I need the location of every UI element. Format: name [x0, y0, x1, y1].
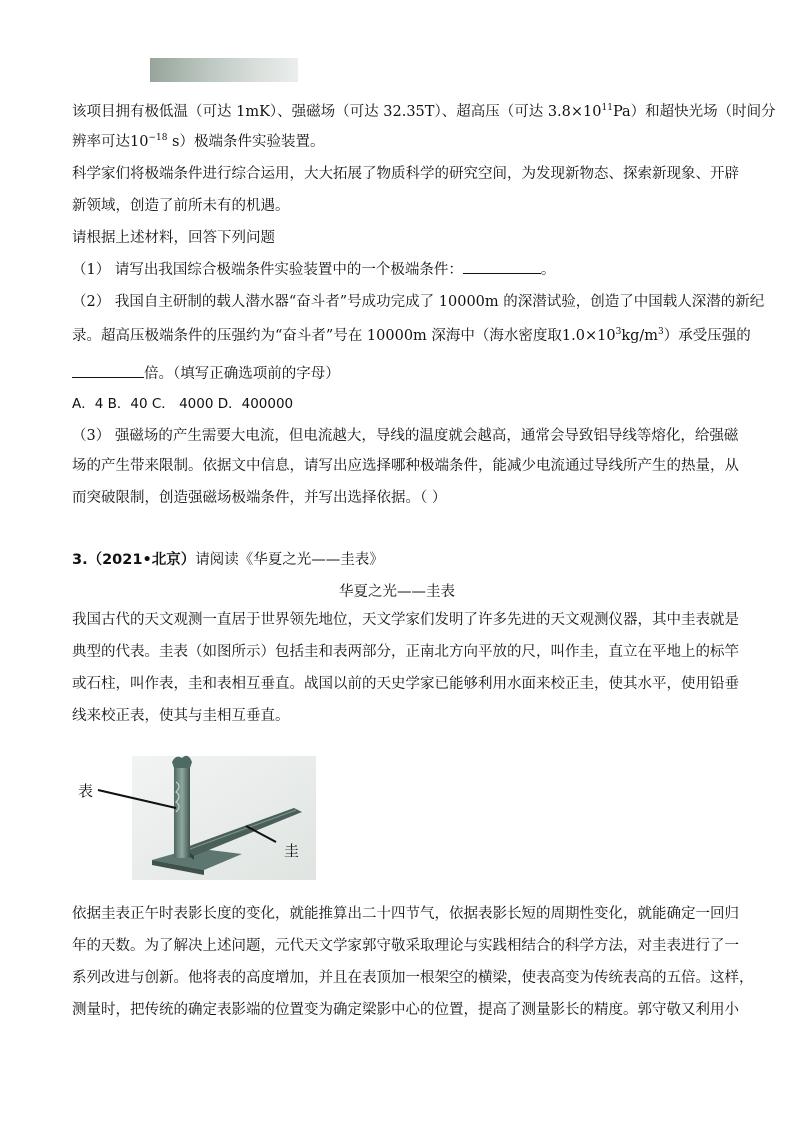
text: 辨率可达10: [72, 134, 149, 150]
question-number: 3.（2021•北京）: [72, 552, 196, 568]
question-2-line2: [72, 326, 751, 346]
top-image-fragment: [150, 58, 298, 82]
article-para2-line3: 系列改进与创新。他将表的高度增加，并且在表顶加一根架空的横梁，使表高变为传统表高的五倍。这样，: [72, 970, 754, 986]
question-1: [72, 258, 555, 280]
guibiao-illustration: [74, 752, 324, 882]
label-biao: 表: [78, 782, 94, 800]
question-2-line3: [72, 362, 340, 384]
question-2-options: A．4 B．40 C． 4000 D．400000: [72, 396, 294, 412]
article-para2-line2: 年的天数。为了解决上述问题，元代天文学家郭守敬采取理论与实践相结合的科学方法，对圭表进行了一: [72, 938, 739, 954]
label-gui: 圭: [284, 842, 300, 860]
text: s）极端条件实验装置。: [167, 134, 325, 150]
article-para1-line4: 线来校正表，使其与圭相互垂直。: [72, 708, 290, 724]
question-3-line2: 场的产生带来限制。依据文中信息，请写出应选择哪种极端条件，能减少电流通过导线所产生的热量，从: [72, 458, 739, 474]
para2-line1: 科学家们将极端条件进行综合运用，大大拓展了物质科学的研究空间，为发现新物态、探索新现象、开辟: [72, 166, 739, 182]
article-para2-line4: 测量时，把传统的确定表影端的位置变为确定梁影中心的位置，提高了测量影长的精度。郭守敬又利用小: [72, 1002, 739, 1018]
text: 。: [540, 262, 556, 278]
instruction: 请根据上述材料，回答下列问题: [72, 230, 275, 246]
para1-line1: [72, 102, 776, 122]
para1-line2: [72, 132, 325, 152]
superscript: −18: [148, 133, 168, 144]
question-1-text: （1） 请写出我国综合极端条件实验装置中的一个极端条件：: [72, 262, 463, 278]
text: 录。超高压极端条件的压强约为“奋斗者”号在 10000m 深海中（海水密度取1.0×10: [72, 328, 616, 344]
article-para1-line3: 或石柱，叫作表，圭和表相互垂直。战国以前的天史学家已能够利用水面来校正圭，使其水平，使用铅垂: [72, 676, 739, 692]
para2-line2: 新领域，创造了前所未有的机遇。: [72, 198, 290, 214]
text: kg/m: [621, 328, 659, 344]
section-3-header: [72, 550, 384, 570]
question-3-line3: 而突破限制，创造强磁场极端条件，并写出选择依据。（ ）: [72, 490, 447, 506]
superscript: 11: [601, 103, 613, 114]
answer-blank-1[interactable]: [463, 258, 541, 274]
question-3-line1: （3） 强磁场的产生需要大电流，但电流越大，导线的温度就会越高，通常会导致铝导线等熔化，给强磁: [72, 428, 739, 444]
article-title: 华夏之光——圭表: [339, 584, 455, 600]
text: 该项目拥有极低温（可达 1mK）、强磁场（可达 32.35T）、超高压（可达 3.8×10: [72, 104, 602, 120]
question-2-line1: （2） 我国自主研制的载人潜水器“奋斗者”号成功完成了 10000m 的深潜试验，创造了中国载人深潜的新纪: [72, 294, 765, 310]
article-para2-line1: 依据圭表正午时表影长度的变化，就能推算出二十四节气，依据表影长短的周期性变化，就能确定一回归: [72, 906, 739, 922]
guibiao-figure: [74, 752, 324, 882]
answer-blank-2[interactable]: [72, 362, 144, 378]
article-para1-line2: 典型的代表。圭表（如图所示）包括圭和表两部分，正南北方向平放的尺，叫作圭，直立在平地上的标竿: [72, 644, 739, 660]
text: 请阅读《华夏之光——圭表》: [195, 552, 384, 568]
text: 倍。（填写正确选项前的字母）: [144, 366, 340, 382]
superscript: 3: [658, 327, 664, 338]
text: ）承受压强的: [663, 328, 751, 344]
superscript: 3: [615, 327, 622, 338]
article-para1-line1: 我国古代的天文观测一直居于世界领先地位，天文学家们发明了许多先进的天文观测仪器，其中圭表就是: [72, 612, 739, 628]
text: Pa）和超快光场（时间分: [612, 104, 776, 120]
